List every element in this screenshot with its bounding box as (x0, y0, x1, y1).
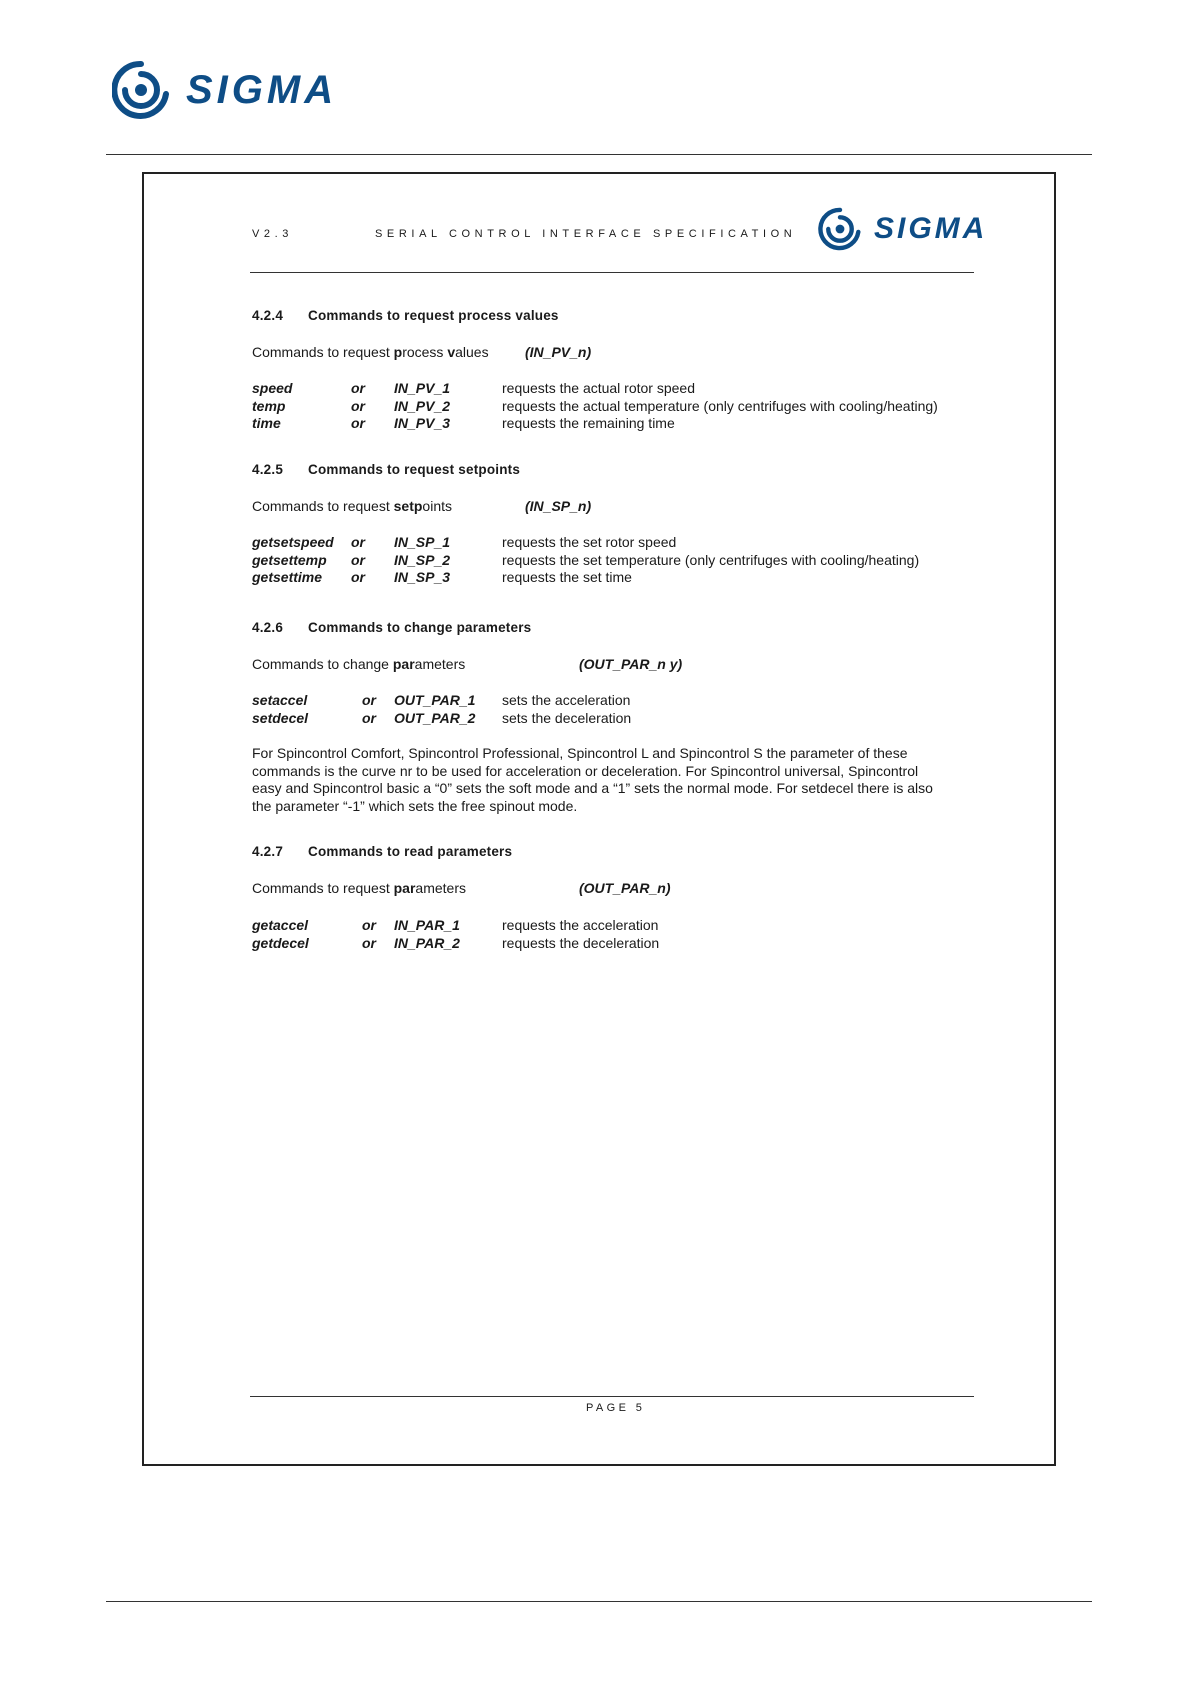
section-code: (IN_PV_n) (525, 344, 592, 360)
command-code: OUT_PAR_2 (394, 710, 476, 726)
command-code: IN_PAR_2 (394, 935, 460, 951)
command-name: speed (252, 380, 293, 396)
paragraph-line: For Spincontrol Comfort, Spincontrol Professional, Spincontrol L and Spincontrol S the parameter of these (252, 745, 908, 761)
command-description: requests the deceleration (502, 935, 660, 951)
command-code: IN_PAR_1 (394, 917, 460, 933)
page-number: PAGE 5 (586, 1402, 646, 1414)
paragraph-line: easy and Spincontrol basic a “0” sets the soft mode and a “1” sets the normal mode. For setdecel there is also (252, 780, 933, 797)
section-heading: Commands to request setpoints (308, 462, 521, 477)
command-code: IN_PV_2 (394, 398, 451, 414)
section-intro: Commands to request setpoints (252, 498, 452, 514)
command-or: or (351, 534, 365, 550)
section-paragraph (252, 745, 972, 815)
command-code: OUT_PAR_1 (394, 692, 476, 708)
section-intro: Commands to request parameters (252, 880, 466, 896)
section-heading: Commands to read parameters (308, 844, 513, 859)
command-or: or (351, 552, 365, 568)
command-description: requests the set rotor speed (502, 534, 677, 550)
section-number: 4.2.5 (252, 462, 284, 477)
command-name: getdecel (252, 935, 309, 951)
document-sigma-logo (818, 207, 987, 251)
command-or: or (351, 415, 365, 431)
section-intro: Commands to request process values (252, 344, 489, 360)
page-bottom-divider (106, 1601, 1092, 1602)
command-name: getsettime (252, 569, 323, 585)
command-name: getsetspeed (252, 534, 334, 550)
command-name: setdecel (252, 710, 309, 726)
command-description: requests the actual rotor speed (502, 380, 696, 396)
section-number: 4.2.4 (252, 308, 284, 323)
command-description: requests the acceleration (502, 917, 659, 933)
command-description: requests the set temperature (only centrifuges with cooling/heating) (502, 552, 920, 568)
section-code: (IN_SP_n) (525, 498, 592, 514)
document-header-divider (250, 272, 974, 273)
sigma-swirl-icon (818, 207, 862, 251)
document-version: V2.3 (252, 228, 294, 240)
document-title: SERIAL CONTROL INTERFACE SPECIFICATION (375, 228, 797, 240)
command-code: IN_SP_3 (394, 569, 451, 585)
command-name: getaccel (252, 917, 309, 933)
command-description: requests the remaining time (502, 415, 675, 431)
paragraph-line: the parameter “-1” which sets the free spinout mode. (252, 797, 578, 814)
command-name: time (252, 415, 281, 431)
command-name: temp (252, 398, 286, 414)
command-or: or (351, 569, 365, 585)
command-code: IN_PV_1 (394, 380, 451, 396)
document-footer-divider (250, 1396, 974, 1397)
sigma-logo (112, 60, 337, 120)
command-or: or (362, 710, 376, 726)
command-or: or (351, 398, 365, 414)
command-description: requests the set time (502, 569, 632, 585)
command-name: getsettemp (252, 552, 327, 568)
section-intro: Commands to change parameters (252, 656, 466, 672)
command-code: IN_SP_2 (394, 552, 451, 568)
command-description: sets the acceleration (502, 692, 631, 708)
sigma-wordmark: SIGMA (874, 212, 988, 245)
command-code: IN_SP_1 (394, 534, 451, 550)
command-or: or (362, 935, 376, 951)
section-code: (OUT_PAR_n) (579, 880, 671, 896)
section-heading: Commands to change parameters (308, 620, 532, 635)
section-code: (OUT_PAR_n y) (579, 656, 683, 672)
document-frame (142, 172, 1056, 1466)
sigma-swirl-icon (112, 60, 170, 120)
page-top-divider (106, 154, 1092, 155)
command-or: or (362, 692, 376, 708)
command-name: setaccel (252, 692, 308, 708)
section-heading: Commands to request process values (308, 308, 559, 323)
sigma-wordmark: SIGMA (186, 67, 338, 112)
command-description: sets the deceleration (502, 710, 632, 726)
section-number: 4.2.7 (252, 844, 284, 859)
command-code: IN_PV_3 (394, 415, 451, 431)
paragraph-line: commands is the curve nr to be used for acceleration or deceleration. For Spincontrol universal, Spincontrol (252, 762, 919, 779)
command-description: requests the actual temperature (only centrifuges with cooling/heating) (502, 398, 938, 414)
command-or: or (351, 380, 365, 396)
section-number: 4.2.6 (252, 620, 284, 635)
command-or: or (362, 917, 376, 933)
